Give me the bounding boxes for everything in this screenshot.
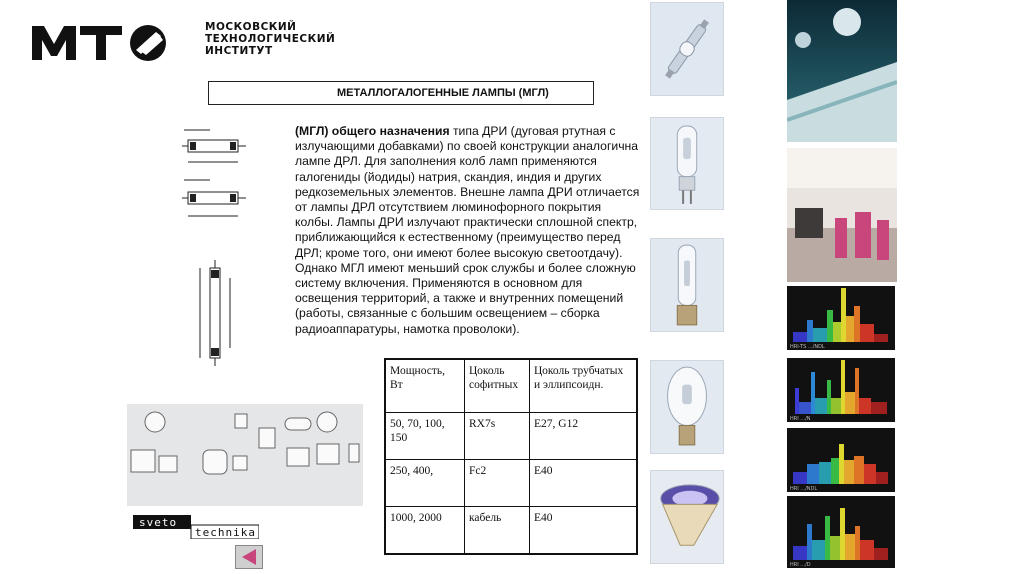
logo-text xyxy=(205,21,355,57)
table-row xyxy=(385,460,637,507)
table-cell: E27, G12 xyxy=(530,413,638,460)
table-cell: RX7s xyxy=(465,413,530,460)
shopping-mall-photo xyxy=(787,148,897,282)
brand-part-1: sveto xyxy=(139,516,178,529)
lamp-photo-ellipsoidal xyxy=(650,360,724,454)
spectrum-label: HRI .../NDL xyxy=(790,486,818,492)
table-cell: Fc2 xyxy=(465,460,530,507)
table-row xyxy=(385,507,637,555)
table-cell: E40 xyxy=(530,507,638,555)
table-cell: E40 xyxy=(530,460,638,507)
back-button[interactable] xyxy=(235,545,263,569)
lamp-photo-tubular-e40 xyxy=(650,238,724,332)
spectrum-label: HRI .../N xyxy=(790,416,811,422)
slide-title: МЕТАЛЛОГАЛОГЕННЫЕ ЛАМПЫ (МГЛ) xyxy=(208,81,594,105)
lamp-bases-diagram xyxy=(127,404,363,506)
stadium-lighting-photo xyxy=(787,0,897,142)
spectrum-chart-4 xyxy=(787,496,895,568)
table-cell: 250, 400, xyxy=(385,460,465,507)
logo-line-3: ИНСТИТУТ xyxy=(205,45,273,57)
svetotechnika-logo xyxy=(133,515,259,539)
brand-part-2: technika xyxy=(195,526,256,539)
table-cell: 1000, 2000 xyxy=(385,507,465,555)
table-header-cell: Цоколь софитных xyxy=(465,359,530,413)
logo-line-1: МОСКОВСКИЙ xyxy=(205,21,297,33)
table-header-cell: Мощность, Вт xyxy=(385,359,465,413)
lamp-photo-reflector xyxy=(650,470,724,564)
spectrum-chart-3 xyxy=(787,428,895,492)
description-lead: (МГЛ) общего назначения xyxy=(295,124,450,138)
table-cell: кабель xyxy=(465,507,530,555)
back-arrow-icon xyxy=(236,546,262,568)
spectrum-chart-2 xyxy=(787,358,895,422)
spectrum-label: HRI .../D xyxy=(790,562,811,568)
logo-mark xyxy=(30,22,195,62)
lamp-photo-double-ended xyxy=(650,2,724,96)
table-row xyxy=(385,413,637,460)
lamp-photo-g12 xyxy=(650,117,724,210)
table-header-cell: Цоколь трубчатых и эллипсоидн. xyxy=(530,359,638,413)
spectrum-chart-1 xyxy=(787,286,895,350)
lamp-dimension-drawing xyxy=(180,122,250,232)
power-base-table xyxy=(384,358,638,555)
description-body: типа ДРИ (дуговая ртутная с излучающими добавками) по своей конструкции аналогична лампе ДРЛ. Для заполнения колб ламп применяются галогениды (йодиды) натрия, скандия, индия и других редкоземельных элементов. Внешне лампа ДРИ отличается от лампы ДРЛ отсутствием люминофорного покрытия колбы. Лампы ДРИ излучают практически сплошной спектр, приближающийся к естественному (преимущество перед ДРЛ; кроме того, они имеют более высокую светоотдачу). Однако МГЛ имеют меньший срок службы и более сложную систему включения. Применяются в основном для освещения территорий, а также и внутренних помещений (работы, связанные с большим освещением – сборка радиоаппаратуры, намотка проволоки). xyxy=(295,124,640,336)
table-header-row xyxy=(385,359,637,413)
spectrum-label: HRI-TS .../NDL xyxy=(790,344,825,350)
description-text xyxy=(295,124,641,337)
table-cell: 50, 70, 100, 150 xyxy=(385,413,465,460)
logo-line-2: ТЕХНОЛОГИЧЕСКИЙ xyxy=(205,33,336,45)
lamp-vertical-drawing xyxy=(190,258,240,368)
